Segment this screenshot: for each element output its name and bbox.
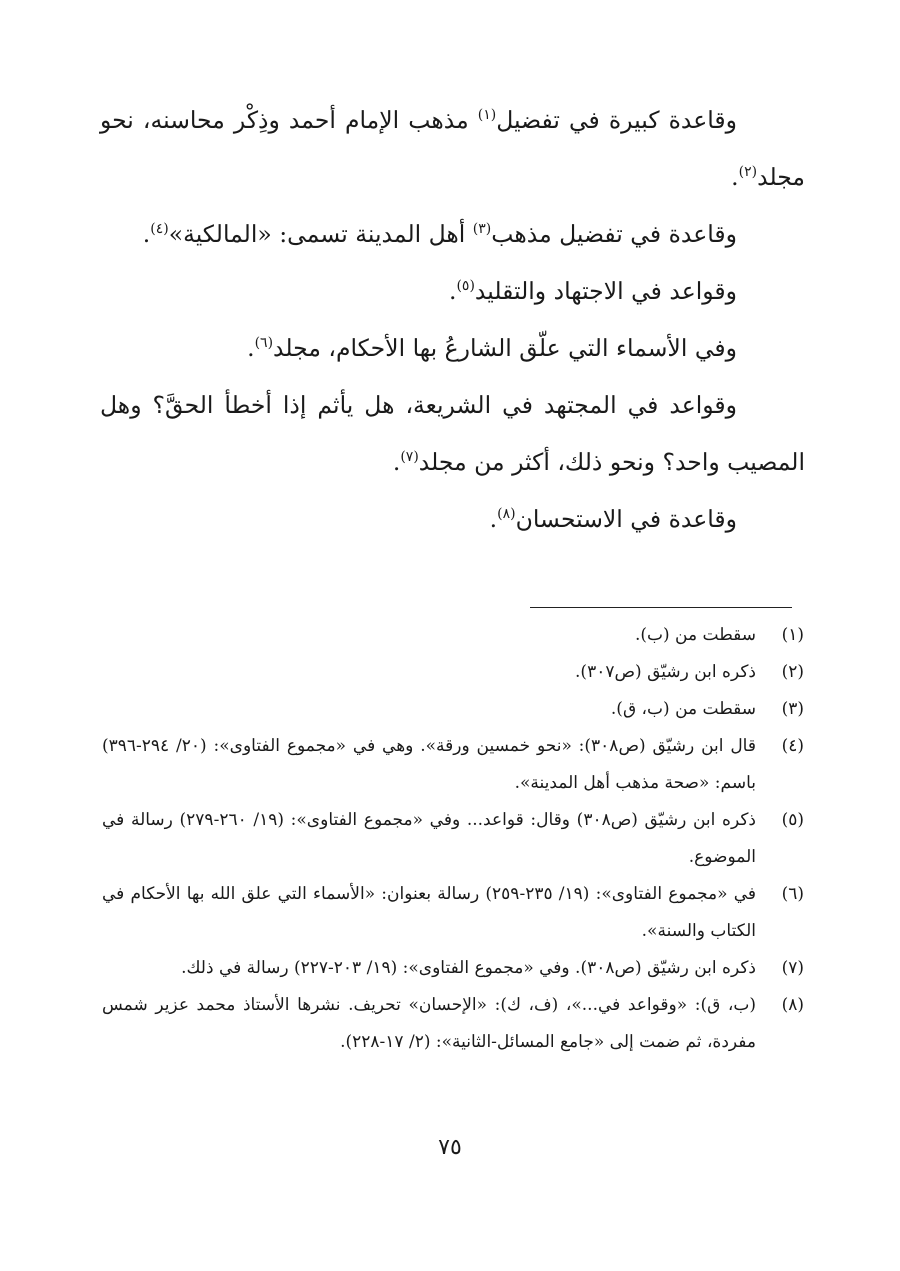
footnote-number: (٧)	[781, 958, 804, 978]
footnote-ref-4[interactable]: (٤)	[150, 221, 169, 237]
main-text	[100, 92, 805, 548]
footnote-text: ذكره ابن رشيّق (ص٣٠٨) وقال: قواعد... وفي «مجموع الفتاوى»: (١٩/ ٢٦٠-٢٧٩) رسالة في الموضوع.	[102, 810, 756, 867]
paragraph-4: وفي الأسماء التي علّق الشارعُ بها الأحكام، مجلد$^{(٦)}$.	[247, 334, 737, 362]
footnote-8	[102, 987, 804, 1061]
paragraph-5: وقواعد في المجتهد في الشريعة، هل يأثم إذا أخطأ الحقَّ؟ وهل المصيب واحد؟ ونحو ذلك، أكثر من مجلد$^{(٧)}$.	[100, 391, 805, 476]
footnote-number: (٨)	[781, 995, 804, 1015]
footnote-7	[102, 950, 804, 987]
footnote-ref-5[interactable]: (٥)	[456, 278, 475, 294]
footnote-ref-1[interactable]: (١)	[477, 107, 497, 123]
footnotes	[102, 617, 804, 1061]
footnote-1	[102, 617, 804, 654]
footnote-number: (٣)	[781, 699, 804, 719]
footnote-number: (٦)	[781, 884, 804, 904]
footnote-3	[102, 691, 804, 728]
footnote-6	[102, 876, 804, 950]
footnote-text: ذكره ابن رشيّق (ص٣٠٧).	[575, 662, 756, 682]
footnote-5	[102, 802, 804, 876]
footnote-text: سقطت من (ب، ق).	[610, 699, 756, 719]
footnote-number: (٢)	[781, 662, 804, 682]
footnote-4	[102, 728, 804, 802]
footnote-separator	[530, 607, 792, 608]
footnote-ref-2[interactable]: (٢)	[738, 164, 758, 180]
footnote-ref-6[interactable]: (٦)	[254, 335, 274, 351]
paragraph-1: وقاعدة كبيرة في تفضيل$^{(١)}$ مذهب الإمام أحمد وذِكْر محاسنه، نحو مجلد$^{(٢)}$.	[100, 106, 805, 191]
footnote-number: (٥)	[781, 810, 804, 830]
footnote-number: (٤)	[781, 736, 804, 756]
footnote-text: (ب، ق): «وقواعد في...»، (ف، ك): «الإحسان» تحريف. نشرها الأستاذ محمد عزير شمس مفردة، ثم ضمت إلى «جامع المسائل-الثانية»: (٢/ ١٧-٢٢٨).	[102, 995, 756, 1052]
footnote-ref-8[interactable]: (٨)	[497, 506, 516, 522]
paragraph-3: وقواعد في الاجتهاد والتقليد$^{(٥)}$.	[448, 277, 737, 305]
footnote-text: في «مجموع الفتاوى»: (١٩/ ٢٣٥-٢٥٩) رسالة بعنوان: «الأسماء التي علق الله بها الأحكام في الكتاب والسنة».	[102, 884, 756, 941]
footnote-text: سقطت من (ب).	[634, 625, 756, 645]
footnote-ref-3[interactable]: (٣)	[472, 221, 492, 237]
paragraph-6: وقاعدة في الاستحسان$^{(٨)}$.	[489, 505, 737, 533]
footnote-2	[102, 654, 804, 691]
paragraph-2: وقاعدة في تفضيل مذهب$^{(٣)}$ أهل المدينة تسمى: «المالكية»$^{(٤)}$.	[142, 220, 737, 248]
footnote-ref-7[interactable]: (٧)	[400, 449, 419, 465]
footnote-text: قال ابن رشيّق (ص٣٠٨): «نحو خمسين ورقة». وهي في «مجموع الفتاوى»: (٢٠/ ٢٩٤-٣٩٦) باسم: «صحة مذهب أهل المدينة».	[102, 736, 756, 793]
footnote-number: (١)	[781, 625, 804, 645]
page-number: ٧٥	[438, 1135, 462, 1160]
footnote-text: ذكره ابن رشيّق (ص٣٠٨). وفي «مجموع الفتاوى»: (١٩/ ٢٠٣-٢٢٧) رسالة في ذلك.	[181, 958, 756, 978]
